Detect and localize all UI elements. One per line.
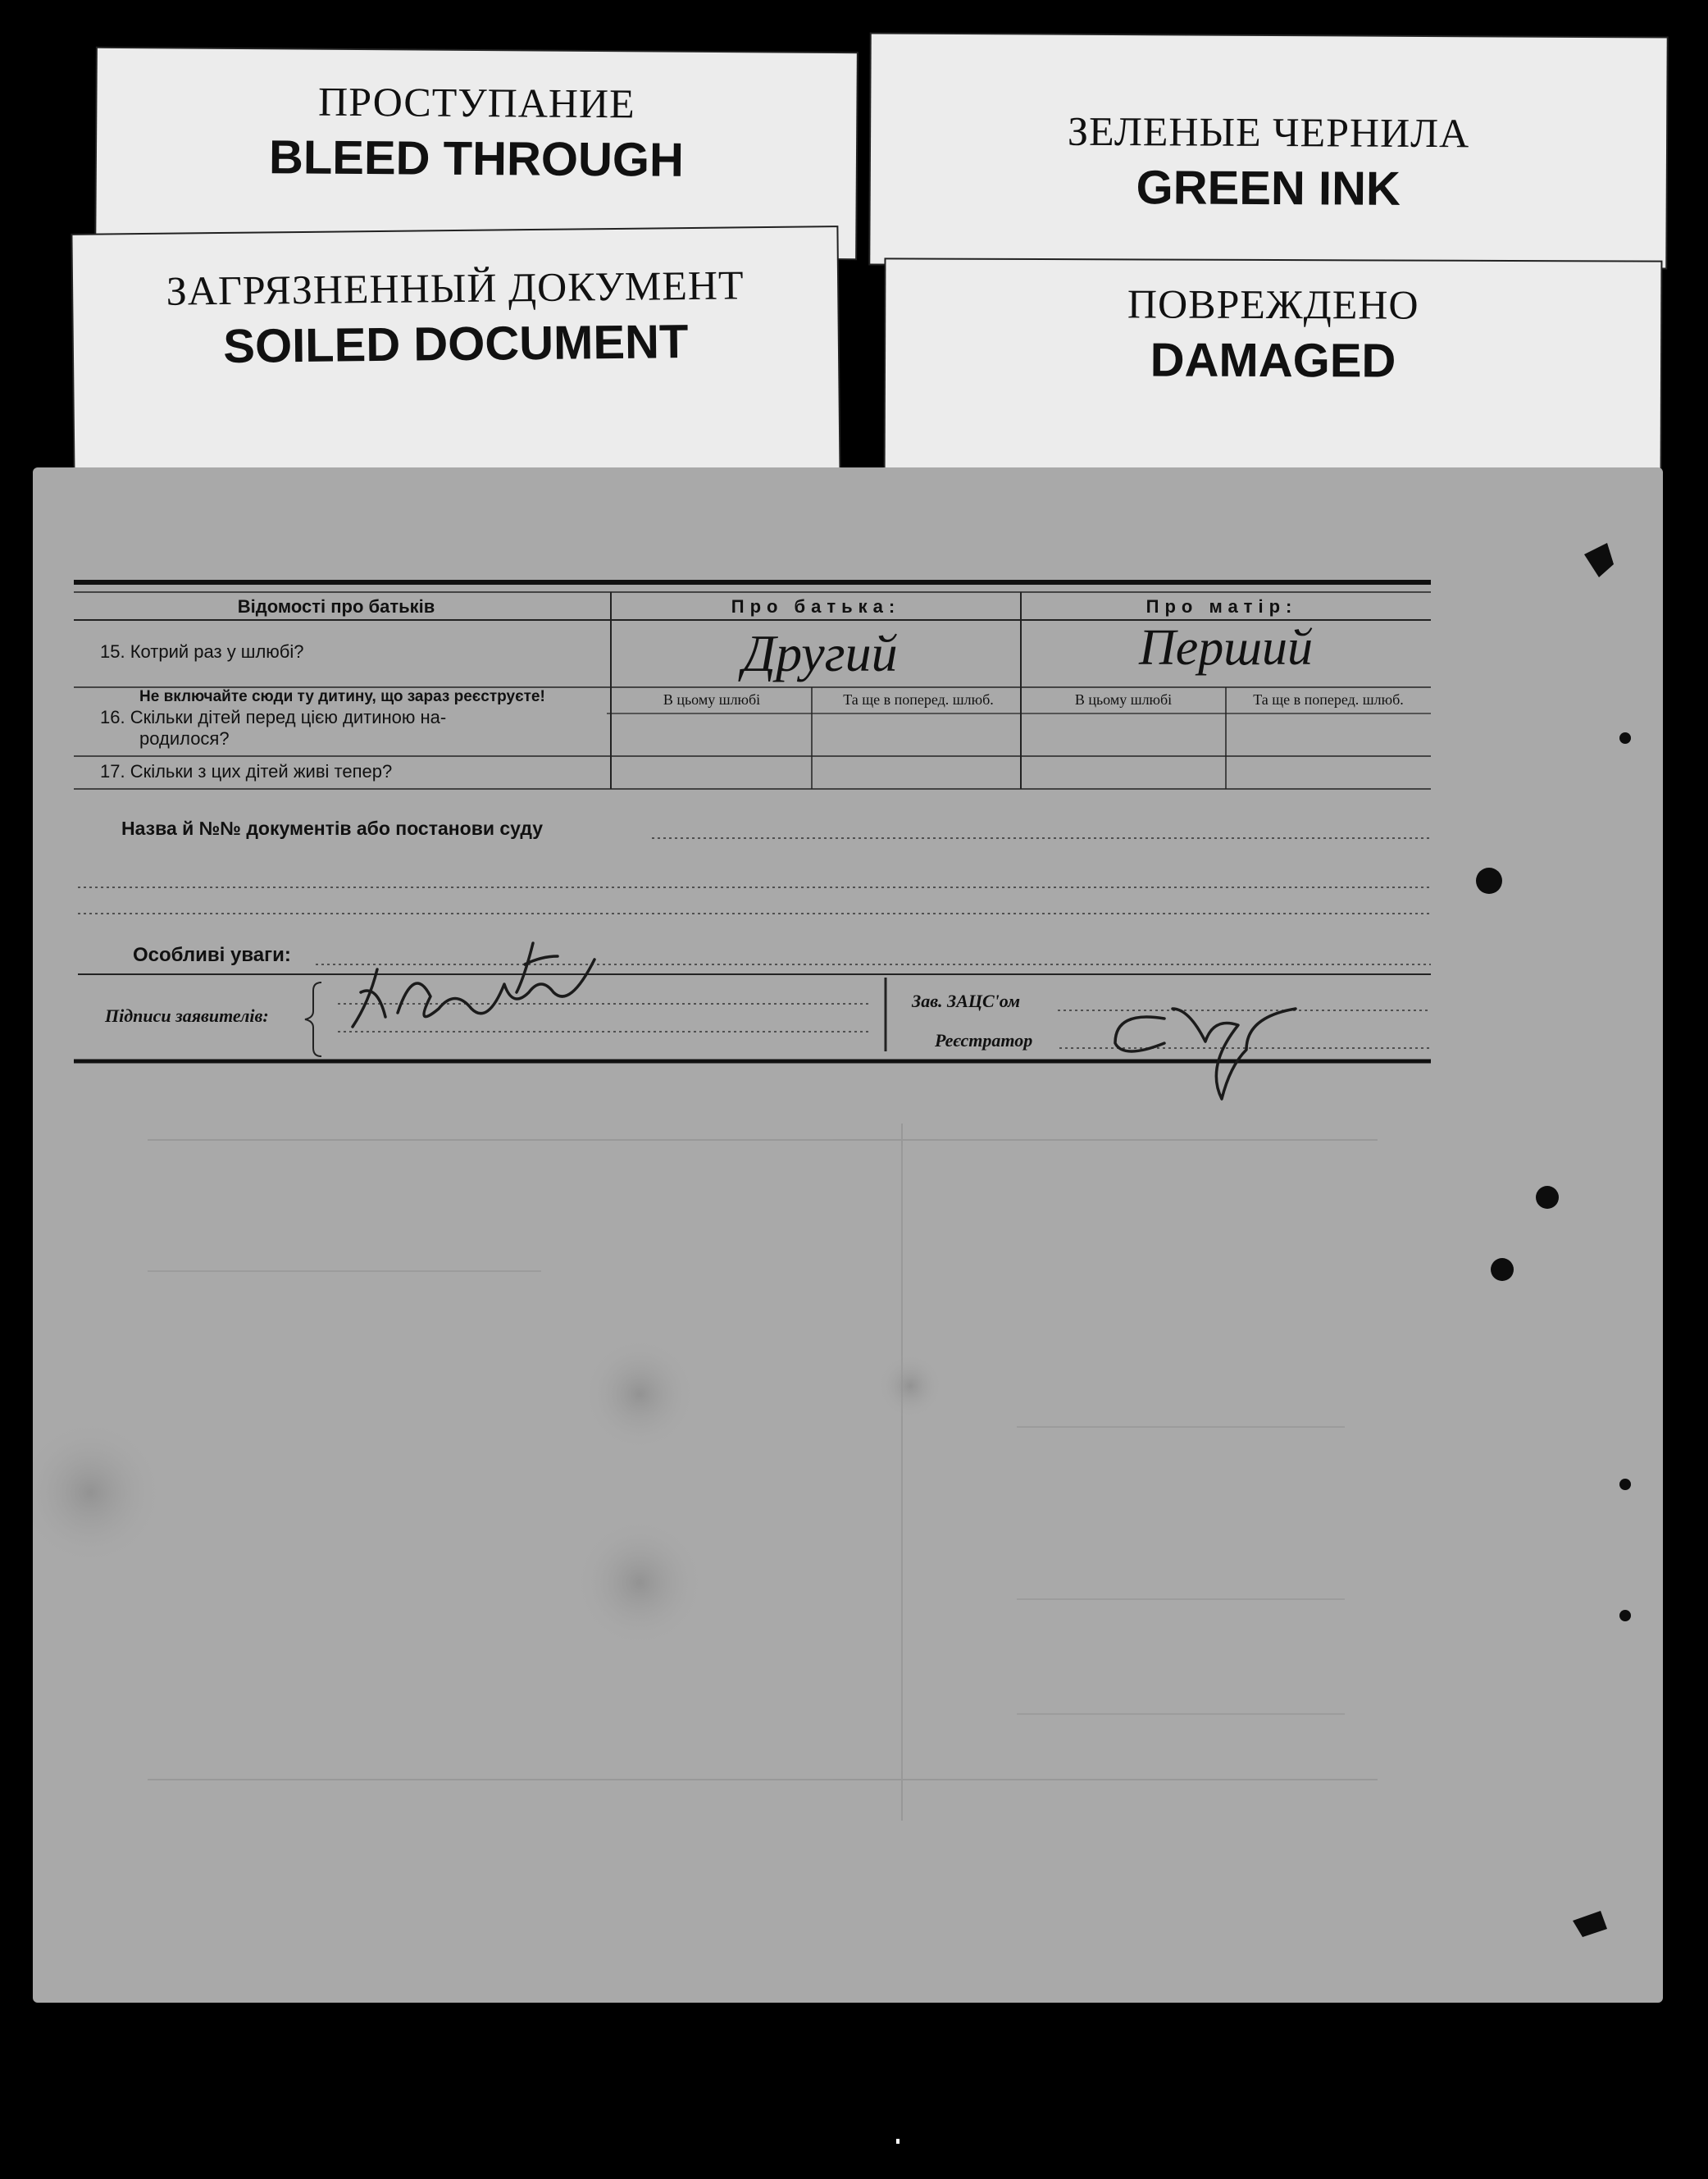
form-document <box>33 467 1663 2003</box>
green-ink-card <box>870 34 1666 267</box>
question-16-line2: родилося? <box>139 728 230 749</box>
punch-holes <box>1476 543 1631 1937</box>
documents-label: Назва й №№ документів або постанови суду <box>121 818 544 839</box>
question-16-line1: 16. Скільки дітей перед цією дитиною на- <box>100 707 447 727</box>
bleed-through-marks <box>148 1124 1378 1821</box>
question-17: 17. Скільки з цих дітей живі тепер? <box>100 761 393 782</box>
registrar-signature <box>1115 1009 1296 1099</box>
father-marriage-count: Другий <box>742 624 898 682</box>
stain-mark <box>582 1337 697 1452</box>
green-ink-en: GREEN INK <box>1136 161 1401 216</box>
registrar-label: Реєстратор <box>935 1030 1033 1051</box>
father-previous-marriage: Та ще в поперед. шлюб. <box>843 691 994 708</box>
stain-mark <box>33 1419 164 1566</box>
bleed-through-ru: ПРОСТУПАНИЕ <box>317 78 635 127</box>
soiled-document-card <box>72 227 839 481</box>
soiled-document-en: SOILED DOCUMENT <box>222 315 689 373</box>
father-this-marriage: В цьому шлюбі <box>663 691 761 708</box>
mother-previous-marriage: Та ще в поперед. шлюб. <box>1253 691 1404 708</box>
parents-info-header: Відомості про батьків <box>237 596 435 617</box>
stain-mark <box>877 1353 943 1419</box>
stain-mark <box>574 1517 705 1648</box>
damaged-ru: ПОВРЕЖДЕНО <box>1127 280 1419 328</box>
about-mother-header: Про матір: <box>1145 596 1298 617</box>
damaged-card <box>886 259 1661 483</box>
bleed-through-en: BLEED THROUGH <box>268 130 685 187</box>
bottom-speck <box>896 2139 900 2144</box>
soiled-document-ru: ЗАГРЯЗНЕННЫЙ ДОКУМЕНТ <box>166 262 745 314</box>
question-16-note: Не включайте сюди ту дитину, що зараз реєструєте! <box>139 688 545 705</box>
mother-this-marriage: В цьому шлюбі <box>1074 691 1173 708</box>
mother-marriage-count: Перший <box>1138 620 1314 676</box>
question-15: 15. Котрий раз у шлюбі? <box>100 641 304 662</box>
form-sheet <box>33 467 1663 2003</box>
zags-head-label: Зав. ЗАЦС'ом <box>912 991 1021 1011</box>
applicant-signatures-label: Підписи заявителів: <box>105 1005 269 1026</box>
damaged-en: DAMAGED <box>1150 333 1396 388</box>
about-father-header: Про батька: <box>731 596 901 617</box>
green-ink-ru: ЗЕЛЕНЫЕ ЧЕРНИЛА <box>1067 107 1470 157</box>
bleed-through-card <box>96 48 857 258</box>
applicant-signature <box>353 943 594 1027</box>
special-notes-label: Особливі уваги: <box>133 944 291 966</box>
